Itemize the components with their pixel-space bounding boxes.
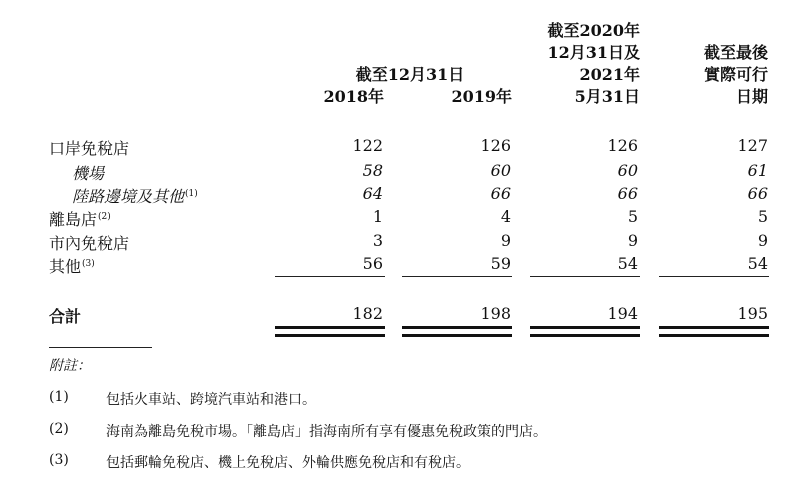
total-double-rule — [402, 326, 512, 337]
footnote-ref-1: (1) — [185, 189, 198, 199]
header-2020-2021: 截至2020年 12月31日及 2021年 5月31日 — [547, 21, 640, 106]
cell-airport-2021: 60 — [617, 161, 638, 180]
cell-land-2019: 66 — [490, 184, 511, 203]
note-number: (2) — [49, 421, 69, 437]
subtotal-rule — [530, 276, 640, 277]
cell-airport-2019: 60 — [490, 161, 511, 180]
header-2019: 2019年 — [451, 87, 512, 106]
footnote-ref-2: (2) — [98, 212, 111, 222]
header-latest-practicable-date: 截至最後 實際可行 日期 — [703, 43, 768, 106]
footnote-ref-3: (3) — [82, 259, 95, 269]
cell-land-latest: 66 — [747, 184, 768, 203]
cell-airport-2018: 58 — [362, 161, 383, 180]
row-label-airport: 機場 — [72, 164, 105, 183]
notes-title: 附註： — [49, 358, 91, 374]
header-2018: 2018年 — [323, 87, 384, 106]
cell-total-latest: 195 — [737, 304, 768, 323]
subtotal-rule — [659, 276, 769, 277]
cell-downtown-2018: 3 — [372, 231, 383, 250]
row-label-downtown-stores: 市內免稅店 — [49, 234, 130, 253]
cell-total-2018: 182 — [352, 304, 383, 323]
total-double-rule — [659, 326, 769, 337]
cell-total-2019: 198 — [480, 304, 511, 323]
cell-port-2018: 122 — [352, 136, 383, 155]
cell-offshore-2018: 1 — [372, 207, 383, 226]
row-label-offshore-stores: 離島店$^{(2)}$ — [49, 210, 111, 229]
cell-airport-latest: 61 — [747, 161, 768, 180]
header-group-label: 截至12月31日 — [355, 65, 465, 84]
cell-downtown-2021: 9 — [627, 231, 638, 250]
notes-divider — [49, 347, 152, 348]
subtotal-rule — [275, 276, 385, 277]
total-double-rule — [530, 326, 640, 337]
cell-others-latest: 54 — [747, 254, 768, 273]
row-label-total: 合計 — [49, 307, 82, 326]
cell-offshore-latest: 5 — [757, 207, 768, 226]
cell-total-2021: 194 — [607, 304, 638, 323]
cell-land-2021: 66 — [617, 184, 638, 203]
subtotal-rule — [402, 276, 512, 277]
cell-offshore-2021: 5 — [627, 207, 638, 226]
cell-others-2018: 56 — [362, 254, 383, 273]
row-label-land-border: 陸路邊境及其他$^{(1)}$ — [72, 187, 198, 206]
cell-land-2018: 64 — [362, 184, 383, 203]
cell-downtown-2019: 9 — [500, 231, 511, 250]
cell-port-2019: 126 — [480, 136, 511, 155]
cell-port-2021: 126 — [607, 136, 638, 155]
note-text: 包括火車站、跨境汽車站和港口。 — [106, 392, 316, 408]
note-number: (3) — [49, 452, 69, 468]
cell-others-2019: 59 — [490, 254, 511, 273]
note-text: 包括郵輪免稅店、機上免稅店、外輪供應免稅店和有稅店。 — [106, 455, 470, 471]
cell-downtown-latest: 9 — [757, 231, 768, 250]
cell-port-latest: 127 — [737, 136, 768, 155]
note-number: (1) — [49, 389, 69, 405]
row-label-port-stores: 口岸免稅店 — [49, 139, 130, 158]
note-text: 海南為離島免稅市場。「離島店」指海南所有享有優惠免稅政策的門店。 — [106, 424, 547, 440]
row-label-others: 其他$^{(3)}$ — [49, 257, 95, 276]
cell-offshore-2019: 4 — [500, 207, 511, 226]
cell-others-2021: 54 — [617, 254, 638, 273]
total-double-rule — [275, 326, 385, 337]
